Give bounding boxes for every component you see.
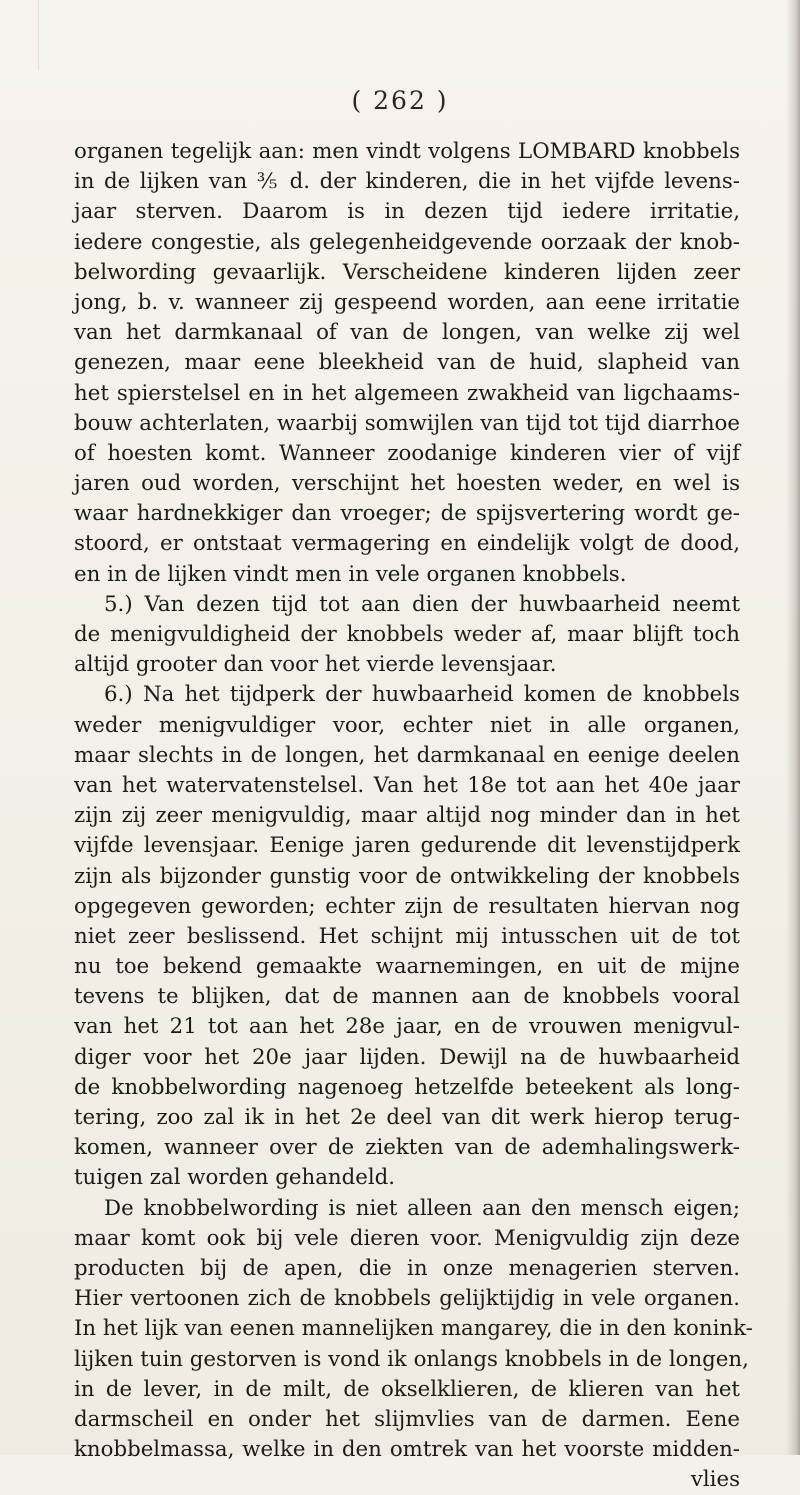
text-line: In het lijk van eenen mannelijken mangarey, die in den konink- [74, 1316, 753, 1342]
text-line: in de lever, in de milt, de okselklieren, de klieren van het [74, 1376, 740, 1402]
text-line: zijn zij zeer menigvuldig, maar altijd nog minder dan in het [74, 803, 740, 829]
catchword: vlies [690, 1467, 740, 1493]
text-line: waar hardnekkiger dan vroeger; de spijsvertering wordt ge- [74, 501, 740, 527]
text-line: diger voor het 20e jaar lijden. Dewijl na de huwbaarheid [74, 1044, 740, 1070]
text-line: weder menigvuldiger voor, echter niet in alle organen, [74, 712, 740, 738]
text-line: of hoesten komt. Wanneer zoodanige kinderen vier of vijf [74, 440, 740, 466]
text-line: het spierstelsel en in het algemeen zwakheid van ligchaams- [74, 380, 740, 406]
text-line: de menigvuldigheid der knobbels weder af, maar blijft toch [74, 622, 740, 647]
text-line: tuigen zal worden gehandeld. [74, 1165, 396, 1191]
text-line: jaar sterven. Daarom is in dezen tijd iedere irritatie, [74, 199, 740, 225]
text-line: genezen, maar eene bleekheid van de huid, slapheid van [74, 350, 740, 376]
text-line: in de lijken van ⅗ d. der kinderen, die in het vijfde levens- [74, 169, 740, 195]
text-line: stoord, er ontstaat vermagering en eindelijk volgt de dood, [74, 531, 740, 557]
text-line: bouw achterlaten, waarbij somwijlen van tijd tot tijd diarrhoe [74, 410, 740, 436]
text-line: maar komt ook bij vele dieren voor. Menigvuldig zijn deze [74, 1225, 740, 1251]
text-line: en in de lijken vindt men in vele organen knobbels. [74, 561, 627, 587]
text-line: van het watervatenstelsel. Van het 18e tot aan het 40e jaar [74, 772, 740, 798]
text-line: altijd grooter dan voor het vierde levensjaar. [74, 652, 557, 678]
text-line: opgegeven geworden; echter zijn de resultaten hiervan nog [74, 893, 740, 919]
text-line: darmscheil en onder het slijmvlies van de darmen. Eene [74, 1406, 740, 1432]
text-line: de knobbelwording nagenoeg hetzelfde beteekent als long- [74, 1074, 740, 1100]
text-line: jaren oud worden, verschijnt het hoesten weder, en wel is [74, 471, 740, 497]
text-line: belwording gevaarlijk. Verscheidene kinderen lijden zeer [74, 259, 740, 285]
text-line: tering, zoo zal ik in het 2e deel van dit werk hierop terug- [74, 1105, 740, 1130]
text-line: maar slechts in de longen, het darmkanaal en eenige deelen [74, 742, 740, 768]
text-line: vijfde levensjaar. Eenige jaren gedurende dit levenstijdperk [74, 833, 740, 859]
text-line: lijken tuin gestorven is vond ik onlangs knobbels in de longen, [74, 1346, 749, 1372]
text-line: organen tegelijk aan: men vindt volgens LOMBARD knobbels [74, 139, 740, 164]
text-line: komen, wanneer over de ziekten van de ademhalingswerk- [74, 1135, 740, 1161]
text-line: van het 21 tot aan het 28e jaar, en de vrouwen menigvul- [74, 1014, 740, 1040]
page-edge-shadow [786, 0, 800, 1455]
text-line: van het darmkanaal of van de longen, van welke zij wel [74, 320, 740, 346]
text-line: jong, b. v. wanneer zij gespeend worden, aan eene irritatie [74, 289, 740, 315]
text-line: producten bij de apen, die in onze menagerien sterven. [74, 1255, 740, 1281]
text-line: tevens te blijken, dat de mannen aan de knobbels vooral [74, 984, 740, 1010]
page-number: ( 262 ) [351, 86, 449, 115]
paper-mark [38, 0, 39, 70]
text-line: iedere congestie, als gelegenheidgevende oorzaak der knob- [74, 229, 740, 255]
text-line: De knobbelwording is niet alleen aan den mensch eigen; [104, 1195, 740, 1221]
text-line: 5.) Van dezen tijd tot aan dien der huwbaarheid neemt [104, 591, 740, 617]
text-line: Hier vertoonen zich de knobbels gelijktijdig in vele organen. [74, 1286, 740, 1312]
text-line: knobbelmassa, welke in den omtrek van het voorste midden- [74, 1437, 740, 1463]
text-line: 6.) Na het tijdperk der huwbaarheid komen de knobbels [104, 682, 740, 708]
text-line: niet zeer beslissend. Het schijnt mij intusschen uit de tot [74, 923, 740, 949]
text-line: zijn als bijzonder gunstig voor de ontwikkeling der knobbels [74, 863, 740, 889]
body-text [74, 137, 753, 1495]
text-line: nu toe bekend gemaakte waarnemingen, en uit de mijne [74, 954, 740, 980]
